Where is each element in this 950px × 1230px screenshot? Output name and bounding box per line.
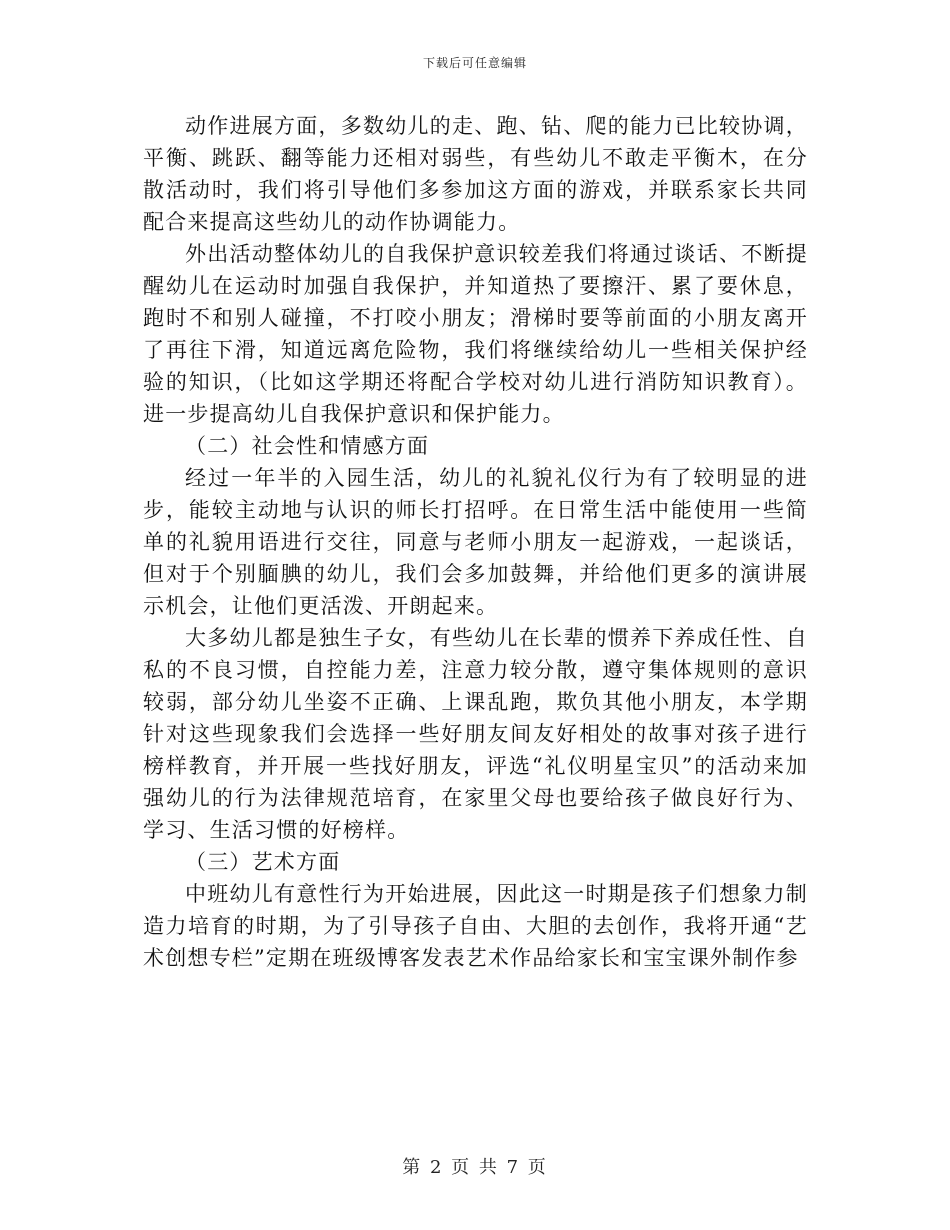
paragraph-self-protection: 外出活动整体幼儿的自我保护意识较差我们将通过谈话、不断提醒幼儿在运动时加强自我保护，并知道热了要擦汗、累了要休息，跑时不和别人碰撞，不打咬小朋友；滑梯时要等前面的小朋友离开了再往下滑，知道远离危险物，我们将继续给幼儿一些相关保护经验的知识，（比如这学期还将配合学校对幼儿进行消防知识教育）。进一步提高幼儿自我保护意识和保护能力。	[143, 242, 808, 426]
paragraph-manners: 经过一年半的入园生活，幼儿的礼貌礼仪行为有了较明显的进步，能较主动地与认识的师长打招呼。在日常生活中能使用一些简单的礼貌用语进行交往，同意与老师小朋友一起游戏，一起谈话，但对于个别腼腆的幼儿，我们会多加鼓舞，并给他们更多的演讲展示机会，让他们更活泼、开朗起来。	[143, 466, 808, 618]
paragraph-art: 中班幼儿有意性行为开始进展，因此这一时期是孩子们想象力制造力培育的时期，为了引导孩子自由、大胆的去创作，我将开通“艺术创想专栏”定期在班级博客发表艺术作品给家长和宝宝课外制作参	[143, 882, 808, 970]
header-note: 下载后可任意编辑	[422, 56, 527, 70]
section-heading-social-emotional: （二）社会性和情感方面	[185, 434, 430, 458]
paragraph-habits: 大多幼儿都是独生子女，有些幼儿在长辈的惯养下养成任性、自私的不良习惯，自控能力差，注意力较分散，遵守集体规则的意识较弱，部分幼儿坐姿不正确、上课乱跑，欺负其他小朋友，本学期针对这些现象我们会选择一些好朋友间友好相处的故事对孩子进行榜样教育，并开展一些找好朋友，评选“礼仪明星宝贝”的活动来加强幼儿的行为法律规范培育，在家里父母也要给孩子做良好行为、学习、生活习惯的好榜样。	[143, 626, 808, 842]
paragraph-motor-development: 动作进展方面，多数幼儿的走、跑、钻、爬的能力已比较协调，平衡、跳跃、翻等能力还相对弱些，有些幼儿不敢走平衡木，在分散活动时，我们将引导他们多参加这方面的游戏，并联系家长共同配合来提高这些幼儿的动作协调能力。	[143, 114, 808, 234]
document-body	[143, 110, 808, 974]
page-number: 第 2 页 共 7 页	[402, 1157, 548, 1178]
section-heading-art: （三）艺术方面	[185, 850, 341, 874]
